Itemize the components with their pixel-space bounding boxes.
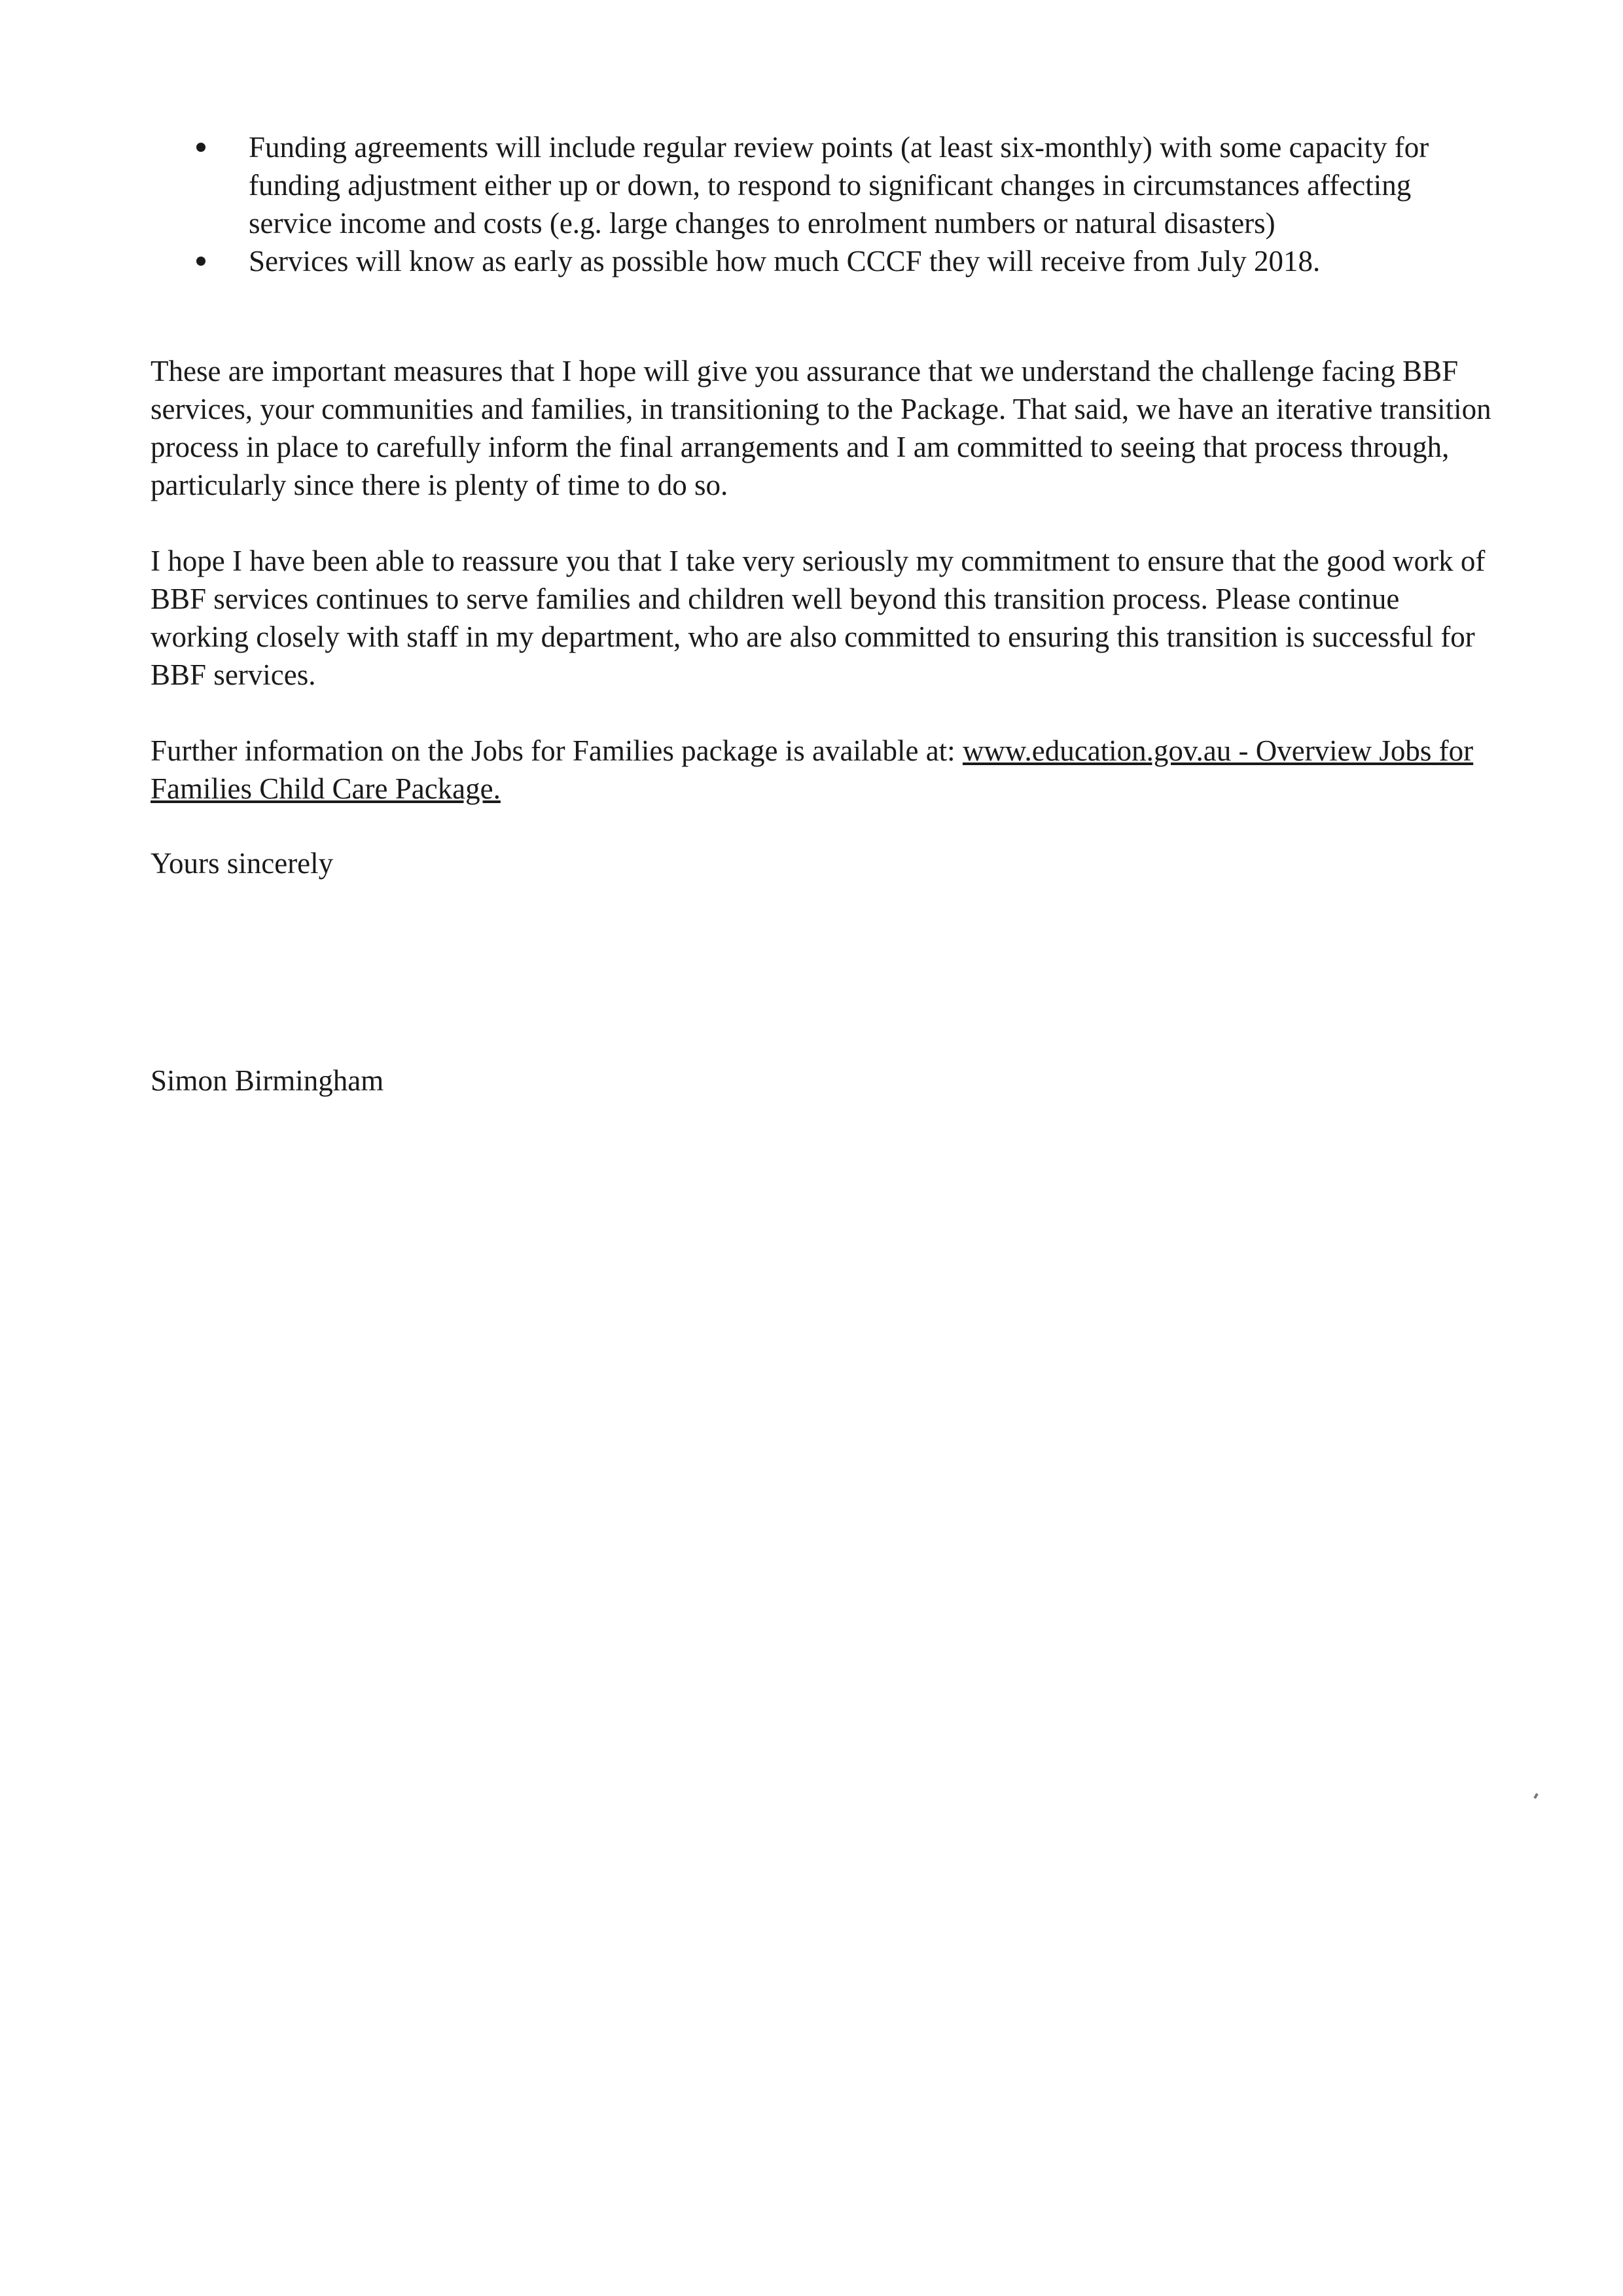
bullet-icon <box>196 257 205 266</box>
bullet-item-funding-agreements <box>196 128 1492 242</box>
paragraph-important-measures: These are important measures that I hope will give you assurance that we understand the challenge facing BBF services, your communities and families, in transitioning to the Package. That said, we have an iterative transition process in place to carefully inform the final arrangements and I am committed to seeing that process through, particularly since there is plenty of time to do so. <box>151 355 1491 501</box>
closing-salutation: Yours sincerely <box>151 847 334 880</box>
further-info-text: Further information on the Jobs for Families package is available at: <box>151 734 963 767</box>
bullet-item-services-know <box>196 242 1492 280</box>
education-website-link[interactable]: www.education.gov.au - Overview Jobs for Families Child Care Package. <box>151 734 1474 805</box>
bullet-text: Services will know as early as possible how much CCCF they will receive from July 2018. <box>249 245 1321 278</box>
bullet-icon <box>196 143 205 152</box>
bullet-text: Funding agreements will include regular review points (at least six-monthly) with some capacity for funding adjustment either up or down, to respond to significant changes in circumstances affecting service income and costs (e.g. large changes to enrolment numbers or natural disasters) <box>249 131 1429 240</box>
signatory-name: Simon Birmingham <box>151 1064 384 1097</box>
paragraph-reassurance: I hope I have been able to reassure you that I take very seriously my commitment to ensure that the good work of BBF services continues to serve families and children well beyond this transition process. Please continue working closely with staff in my department, who are also committed to ensuring this transition is successful for BBF services. <box>151 545 1486 691</box>
paragraph-further-information <box>151 732 1492 808</box>
scan-speck <box>1533 1793 1538 1799</box>
bullet-list <box>196 128 1492 280</box>
